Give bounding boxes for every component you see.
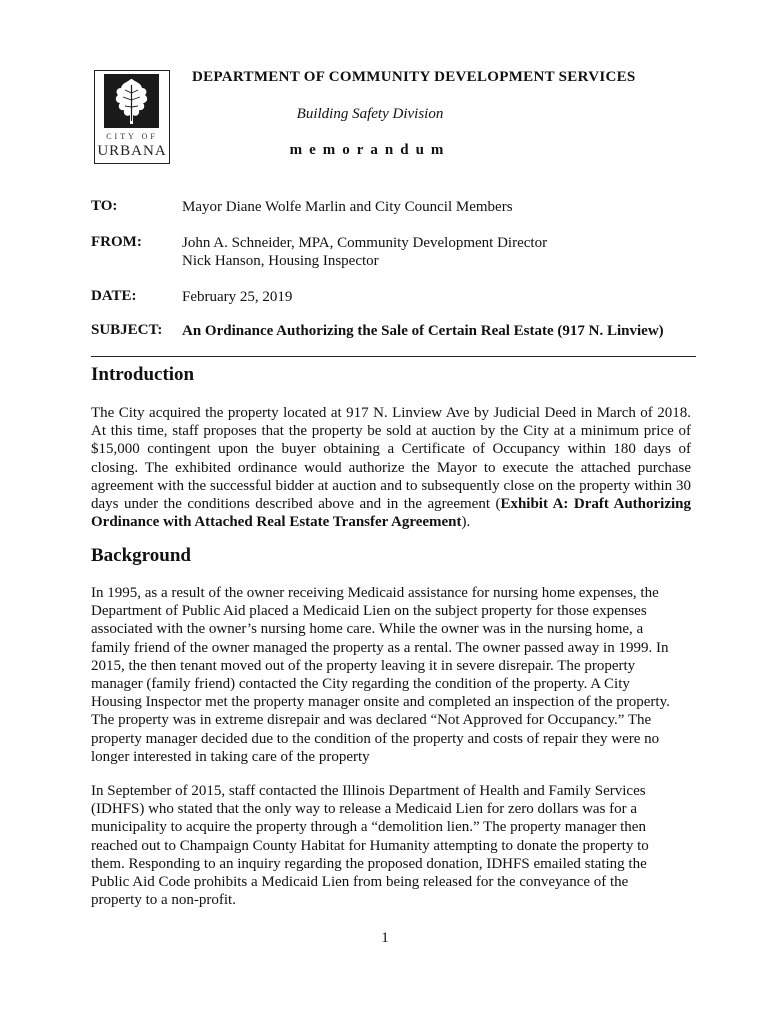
department-title: DEPARTMENT OF COMMUNITY DEVELOPMENT SERVICES — [192, 69, 636, 85]
background-paragraph-2: In September of 2015, staff contacted the Illinois Department of Health and Family Services (IDHFS) who stated that the only way to release a Medicaid Lien for zero dollars was for a municipality to acquire the property through a “demolition lien.” The property manager then reached out to Champaign County Habitat for Humanity attempting to donate the property to them. Responding to an inquiry regarding the proposed donation, IDHFS emailed stating the Public Aid Code prohibits a Medicaid Lien from being released for the conveyance of the property to a non-profit. — [91, 783, 649, 909]
date-label: DATE: — [91, 288, 137, 304]
introduction-text-end: ). — [461, 514, 471, 531]
exhibit-reference: Exhibit A: Draft Authorizing Ordinance with Attached Real Estate Transfer Agreement — [91, 496, 691, 531]
from-line-1: John A. Schneider, MPA, Community Development Director — [182, 235, 548, 251]
header-divider — [91, 356, 696, 357]
from-label: FROM: — [91, 234, 142, 250]
introduction-text: The City acquired the property located at 917 N. Linview Ave by Judicial Deed in March of 2018. At this time, staff proposes that the property be sold at auction by the City at a minimum price of $15,000 contingent upon the buyer obtaining a Certificate of Occupancy within 180 days of closing. The exhibited ordinance would authorize the Mayor to execute the attached purchase agreement with the successful bidder at auction and to subsequently close on the property within 30 days under the conditions described above and in the agreement ( — [91, 405, 691, 513]
subject-value: An Ordinance Authorizing the Sale of Certain Real Estate (917 N. Linview) — [182, 323, 664, 339]
background-heading: Background — [91, 545, 191, 566]
background-paragraph-1: In 1995, as a result of the owner receiving Medicaid assistance for nursing home expenses, the Department of Public Aid placed a Medicaid Lien on the subject property for those expenses associated with the owner’s nursing home care. While the owner was in the nursing home, a family friend of the owner managed the property as a rental. The owner passed away in 1999. In 2015, the then tenant moved out of the property leaving it in severe disrepair. The property manager (family friend) contacted the City regarding the condition of the property. A City Housing Inspector met the property manager onsite and completed an inspection of the property. The property was in extreme disrepair and was declared “Not Approved for Occupancy.” The property manager decided due to the condition of the property and costs of repair they were no longer interested in taking care of the property — [91, 585, 670, 765]
from-line-2: Nick Hanson, Housing Inspector — [182, 253, 379, 269]
to-value: Mayor Diane Wolfe Marlin and City Council Members — [182, 199, 513, 215]
to-label: TO: — [91, 198, 118, 214]
oak-leaf-icon — [95, 71, 168, 131]
city-of-urbana-logo — [94, 70, 170, 164]
document-type: memorandum — [289, 142, 451, 158]
logo-name-text: URBANA — [97, 143, 167, 159]
date-value: February 25, 2019 — [182, 289, 293, 305]
division-subtitle: Building Safety Division — [296, 106, 444, 122]
logo-city-text: CITY OF — [106, 132, 158, 141]
introduction-heading: Introduction — [91, 364, 195, 385]
page-number: 1 — [381, 930, 389, 946]
introduction-paragraph — [91, 404, 691, 531]
subject-label: SUBJECT: — [91, 322, 163, 338]
